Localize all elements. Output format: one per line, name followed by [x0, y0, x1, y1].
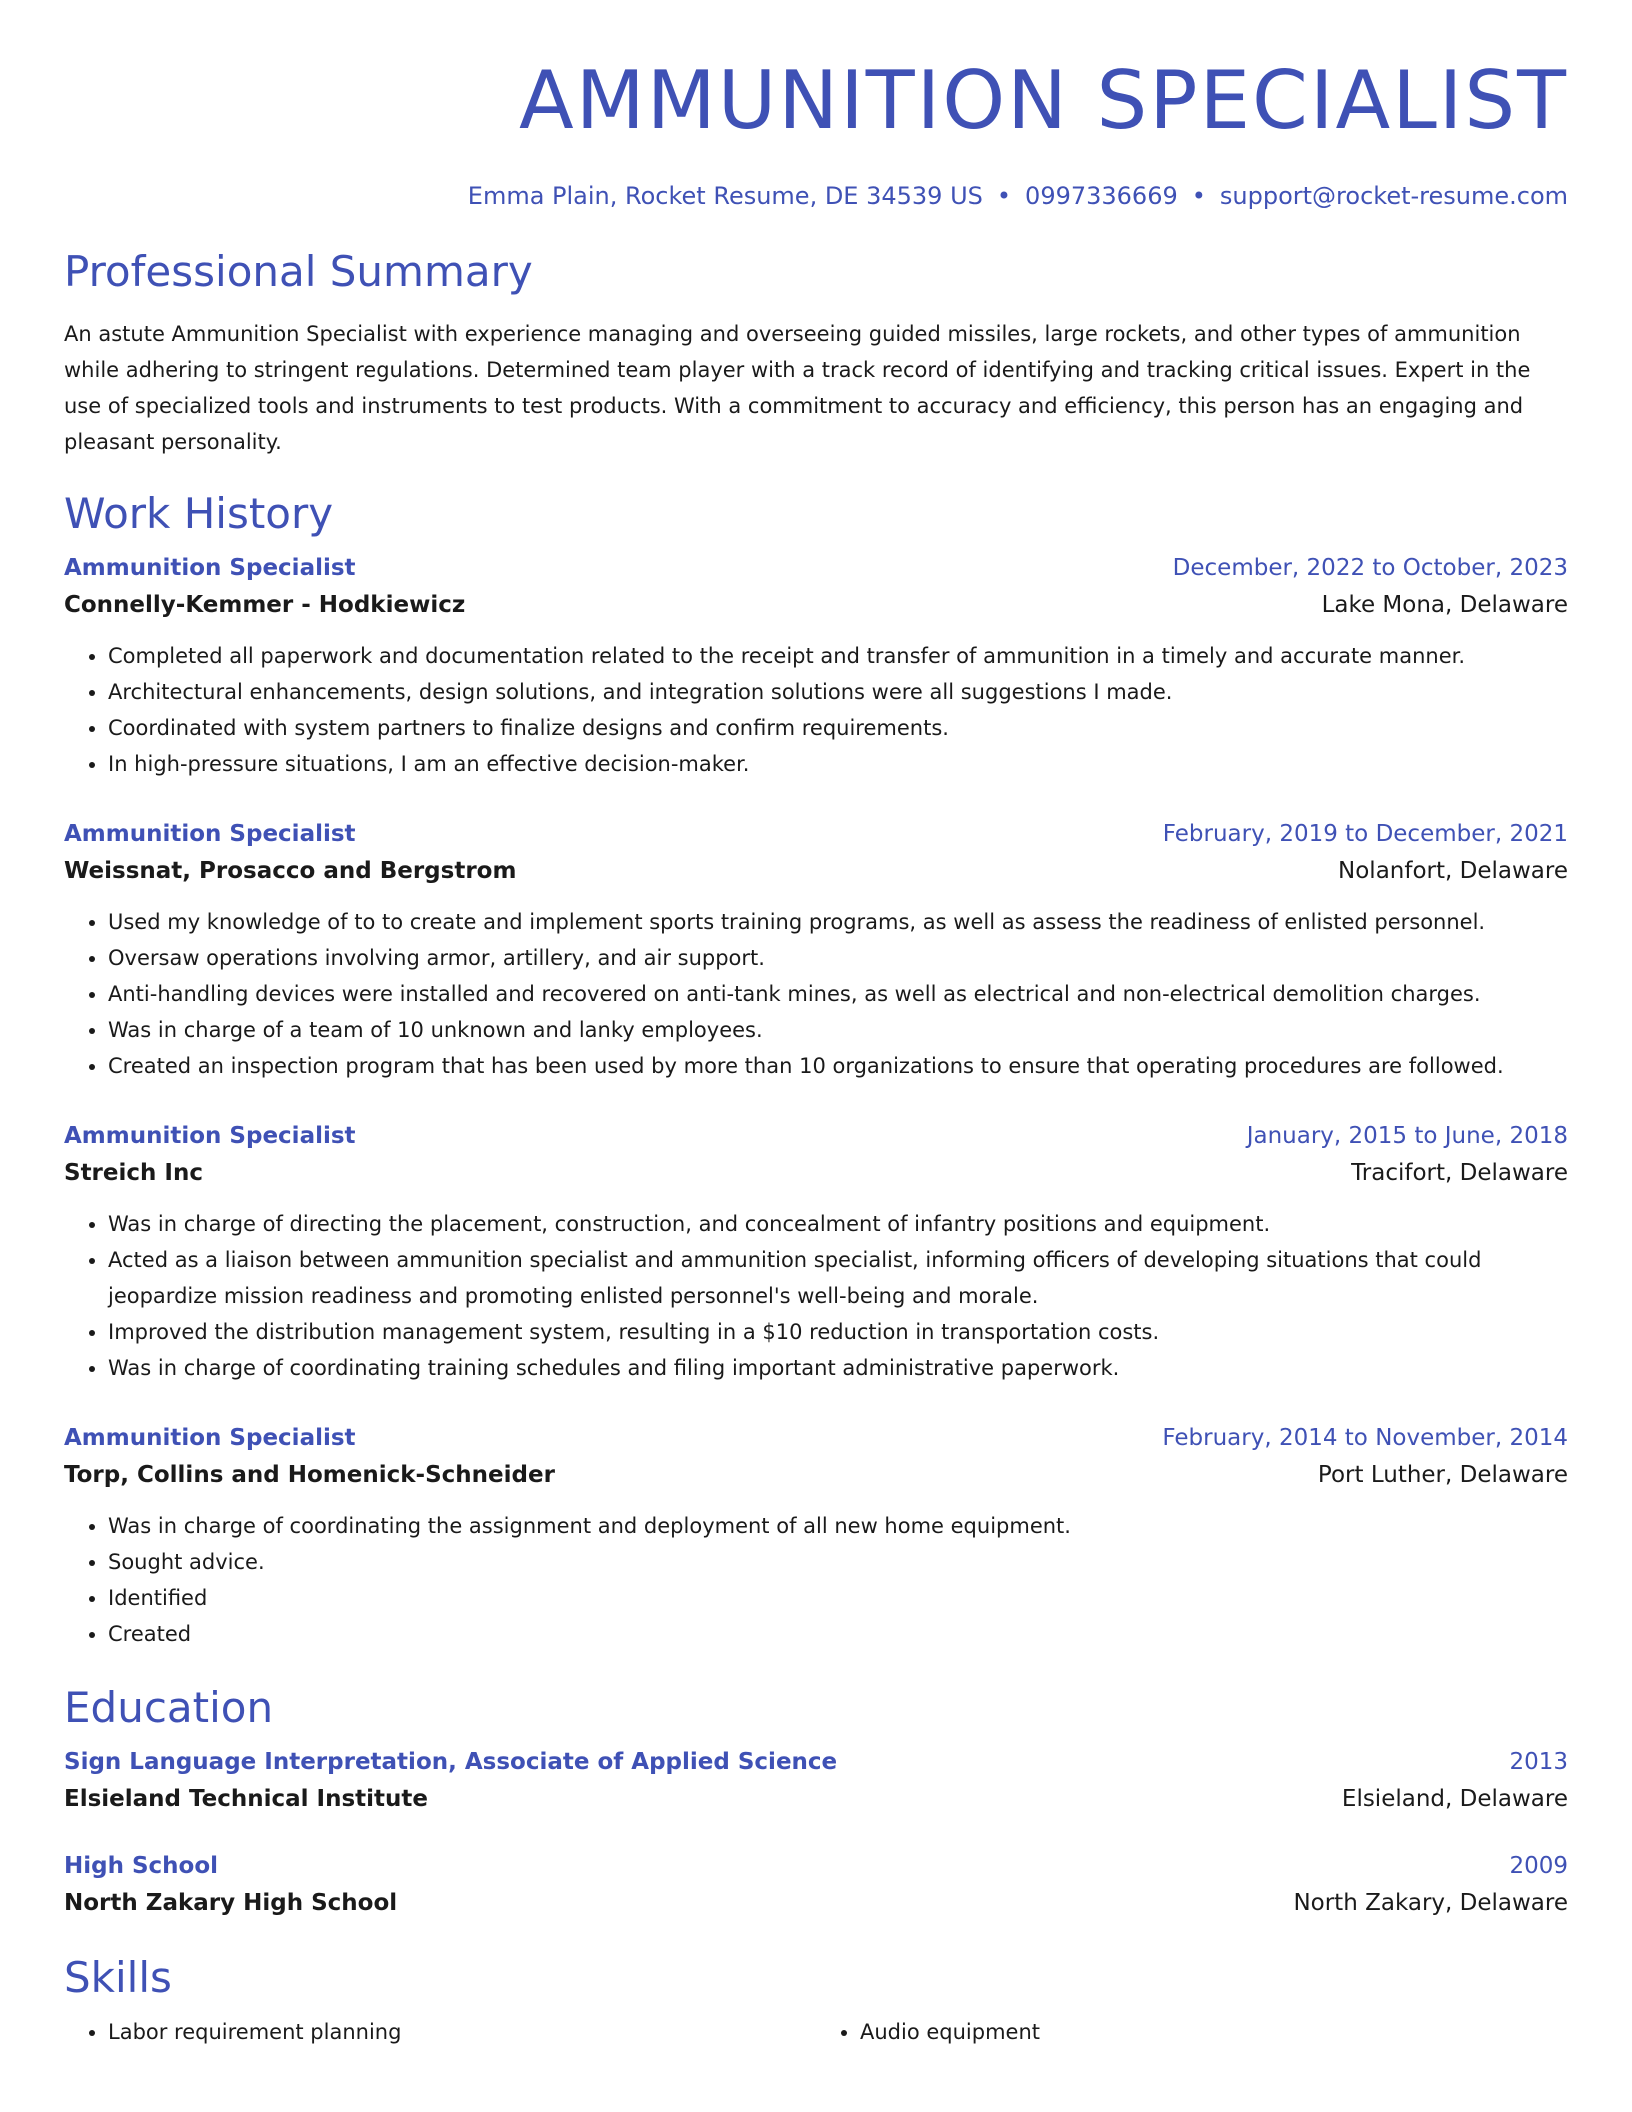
- skills-list-right: [816, 2014, 1568, 2050]
- summary-text: An astute Ammunition Specialist with experience managing and overseeing guided missiles, large rockets, and other types of ammunition while adhering to stringent regulations. Determined team player with a track record of identifying and tracking critical issues. Expert in the use of specialized tools and instruments to test products. With a commitment to accuracy and efficiency, this person has an engaging and pleasant personality.: [64, 322, 1531, 454]
- job-location: Port Luther, Delaware: [1317, 1462, 1568, 1488]
- education-degree: Sign Language Interpretation, Associate of Applied Science: [64, 1749, 838, 1775]
- education-school: Elsieland Technical Institute: [64, 1786, 429, 1812]
- job-bullet: • Created: [108, 1616, 1568, 1652]
- education-heading: Education: [64, 1683, 274, 1732]
- education-year: 2013: [1509, 1749, 1568, 1775]
- job-dates: December, 2022 to October, 2023: [1172, 555, 1568, 581]
- job-bullet: • In high-pressure situations, I am an effective decision-maker.: [108, 746, 1568, 782]
- resume-header: [64, 0, 1568, 212]
- job-bullet: • Oversaw operations involving armor, artillery, and air support.: [108, 940, 1568, 976]
- job-bullet: • Was in charge of coordinating the assignment and deployment of all new home equipment.: [108, 1508, 1568, 1544]
- education-location: Elsieland, Delaware: [1341, 1786, 1568, 1812]
- job-company: Connelly-Kemmer - Hodkiewicz: [64, 592, 466, 618]
- contact-line: [64, 180, 1568, 212]
- job-bullet: • Was in charge of coordinating training schedules and filing important administrative paperwork.: [108, 1350, 1568, 1386]
- job-company: Weissnat, Prosacco and Bergstrom: [64, 858, 517, 884]
- job-entry: [64, 550, 1568, 782]
- job-bullet: • Improved the distribution management system, resulting in a $10 reduction in transportation costs.: [108, 1314, 1568, 1350]
- job-bullet: • Created an inspection program that has been used by more than 10 organizations to ensure that operating procedures are followed.: [108, 1048, 1568, 1084]
- job-bullet: • Anti-handling devices were installed and recovered on anti-tank mines, as well as electrical and non-electrical demolition charges.: [108, 976, 1568, 1012]
- job-bullets: [64, 1508, 1568, 1652]
- education-school: North Zakary High School: [64, 1890, 398, 1916]
- job-title: Ammunition Specialist: [64, 1123, 356, 1149]
- education-degree: High School: [64, 1853, 219, 1879]
- job-bullets: [64, 1206, 1568, 1386]
- summary-section: [64, 246, 1568, 460]
- contact-phone: 0997336669: [1025, 182, 1178, 210]
- job-dates: January, 2015 to June, 2018: [1246, 1123, 1568, 1149]
- contact-separator: •: [996, 182, 1012, 210]
- job-bullets: [64, 638, 1568, 782]
- contact-email: support@rocket-resume.com: [1219, 182, 1568, 210]
- skill-item: • Labor requirement planning: [108, 2014, 816, 2050]
- job-company: Torp, Collins and Homenick-Schneider: [64, 1462, 555, 1488]
- education-entry: [64, 1744, 1568, 1818]
- job-bullet: • Was in charge of a team of 10 unknown and lanky employees.: [108, 1012, 1568, 1048]
- job-dates: February, 2014 to November, 2014: [1162, 1425, 1568, 1451]
- job-entry: [64, 1420, 1568, 1652]
- skills-heading: Skills: [64, 1953, 172, 2002]
- contact-address: Emma Plain, Rocket Resume, DE 34539 US: [467, 182, 983, 210]
- job-bullet: • Architectural enhancements, design solutions, and integration solutions were all suggestions I made.: [108, 674, 1568, 710]
- resume-title: AMMUNITION SPECIALIST: [518, 54, 1568, 147]
- job-entry: [64, 816, 1568, 1084]
- job-title: Ammunition Specialist: [64, 1425, 356, 1451]
- job-bullet: • Identified: [108, 1580, 1568, 1616]
- job-dates: February, 2019 to December, 2021: [1162, 821, 1568, 847]
- skills-grid: [64, 2014, 1568, 2050]
- job-bullet: • Acted as a liaison between ammunition specialist and ammunition specialist, informing officers of developing situations that could jeopardize mission readiness and promoting enlisted personnel's well-being and morale.: [108, 1242, 1568, 1314]
- skills-list-left: [64, 2014, 816, 2050]
- work-history-section: [64, 488, 1568, 1652]
- work-history-heading: Work History: [64, 489, 334, 538]
- job-location: Tracifort, Delaware: [1351, 1160, 1568, 1186]
- job-location: Lake Mona, Delaware: [1321, 592, 1568, 618]
- skill-item: • Audio equipment: [860, 2014, 1568, 2050]
- contact-separator: •: [1191, 182, 1206, 210]
- job-bullet: • Used my knowledge of to to create and implement sports training programs, as well as assess the readiness of enlisted personnel.: [108, 904, 1568, 940]
- job-title: Ammunition Specialist: [64, 555, 356, 581]
- education-year: 2009: [1509, 1853, 1568, 1879]
- skills-section: [64, 1952, 1568, 2050]
- job-title: Ammunition Specialist: [64, 821, 356, 847]
- education-entry: [64, 1848, 1568, 1922]
- education-location: North Zakary, Delaware: [1293, 1890, 1568, 1916]
- job-bullet: • Sought advice.: [108, 1544, 1568, 1580]
- job-company: Streich Inc: [64, 1160, 203, 1186]
- job-bullet: • Coordinated with system partners to finalize designs and confirm requirements.: [108, 710, 1568, 746]
- job-entry: [64, 1118, 1568, 1386]
- job-bullet: • Was in charge of directing the placement, construction, and concealment of infantry positions and equipment.: [108, 1206, 1568, 1242]
- summary-heading: Professional Summary: [64, 247, 533, 296]
- job-bullets: [64, 904, 1568, 1084]
- job-location: Nolanfort, Delaware: [1338, 858, 1568, 884]
- job-bullet: • Completed all paperwork and documentation related to the receipt and transfer of ammunition in a timely and accurate manner.: [108, 638, 1568, 674]
- education-section: [64, 1682, 1568, 1922]
